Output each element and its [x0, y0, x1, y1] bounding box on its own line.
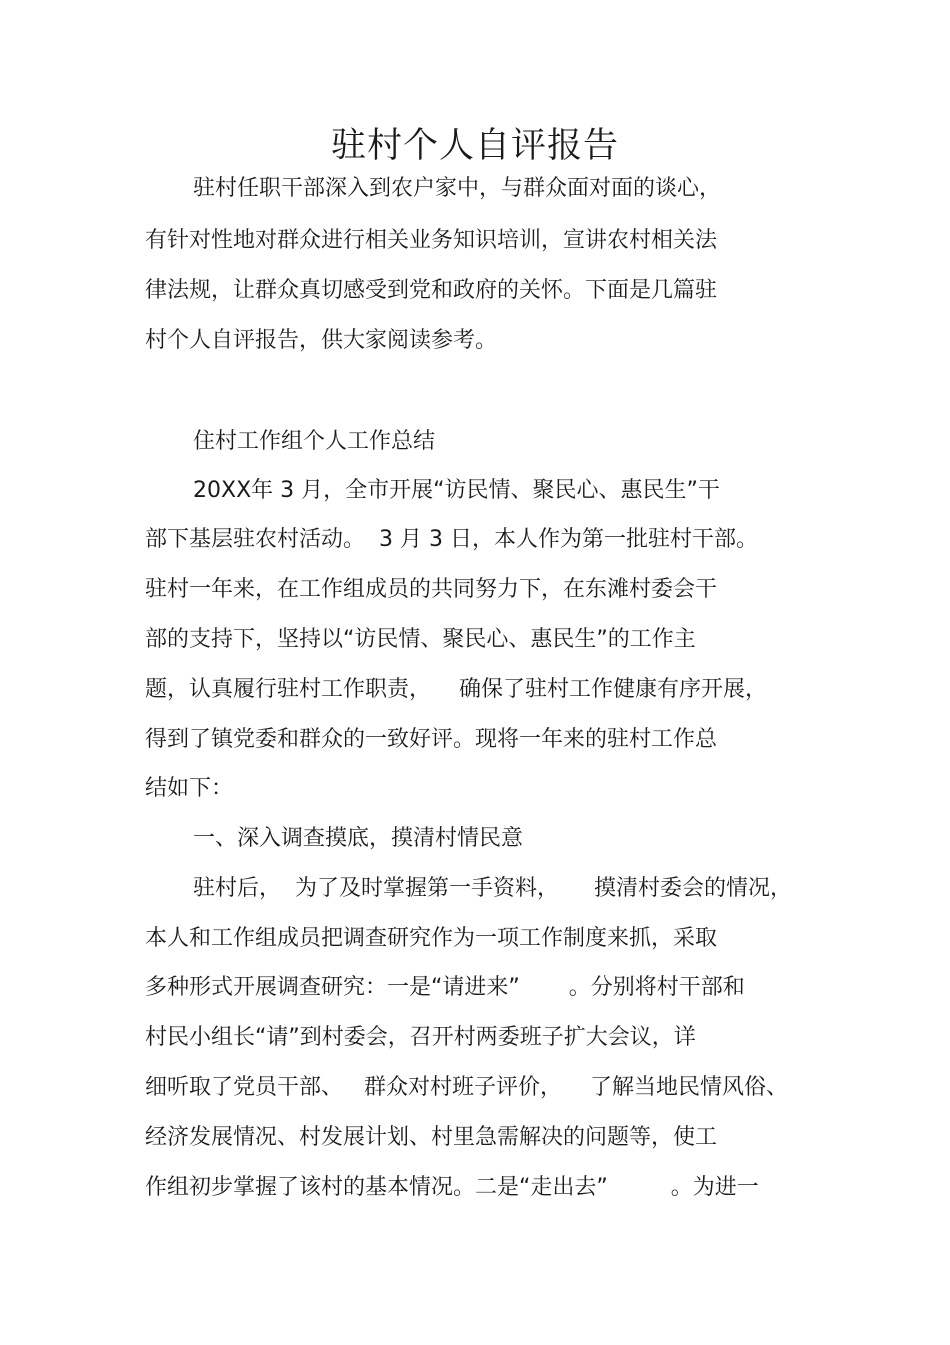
subsection-heading: 一、深入调查摸底，摸清村情民意	[193, 826, 524, 851]
document-title: 驻村个人自评报告	[330, 126, 619, 166]
paragraph-line: 有针对性地对群众进行相关业务知识培训，宣讲农村相关法	[145, 228, 718, 253]
paragraph-line: 20XX年 3 月，全市开展“访民情、聚民心、惠民生”干	[193, 478, 720, 503]
section-heading: 住村工作组个人工作总结	[193, 429, 436, 454]
paragraph-line: 题，认真履行驻村工作职责， 确保了驻村工作健康有序开展，	[145, 677, 767, 702]
paragraph-line: 驻村后， 为了及时掌握第一手资料， 摸清村委会的情况，	[193, 876, 792, 901]
paragraph-line: 经济发展情况、村发展计划、村里急需解决的问题等，使工	[145, 1125, 718, 1150]
paragraph-line: 结如下：	[145, 776, 234, 801]
paragraph-line: 律法规，让群众真切感受到党和政府的关怀。下面是几篇驻	[145, 278, 718, 303]
paragraph-line: 驻村一年来，在工作组成员的共同努力下，在东滩村委会干	[145, 577, 718, 602]
paragraph-line: 驻村任职干部深入到农户家中，与群众面对面的谈心，	[193, 176, 722, 201]
paragraph-line: 村民小组长“请”到村委会，召开村两委班子扩大会议，详	[145, 1025, 696, 1050]
paragraph-line: 细听取了党员干部、 群众对村班子评价， 了解当地民情风俗、	[145, 1075, 788, 1100]
paragraph-line: 得到了镇党委和群众的一致好评。现将一年来的驻村工作总	[145, 727, 718, 752]
paragraph-line: 部下基层驻农村活动。 3 月 3 日，本人作为第一批驻村干部。	[145, 527, 758, 552]
paragraph-line: 部的支持下，坚持以“访民情、聚民心、惠民生”的工作主	[145, 627, 696, 652]
paragraph-line: 多种形式开展调查研究：一是“请进来” 。分别将村干部和	[145, 975, 745, 1000]
paragraph-line: 作组初步掌握了该村的基本情况。二是“走出去” 。为进一	[145, 1175, 759, 1200]
paragraph-line: 村个人自评报告，供大家阅读参考。	[145, 328, 498, 353]
paragraph-line: 本人和工作组成员把调查研究作为一项工作制度来抓，采取	[145, 926, 718, 951]
